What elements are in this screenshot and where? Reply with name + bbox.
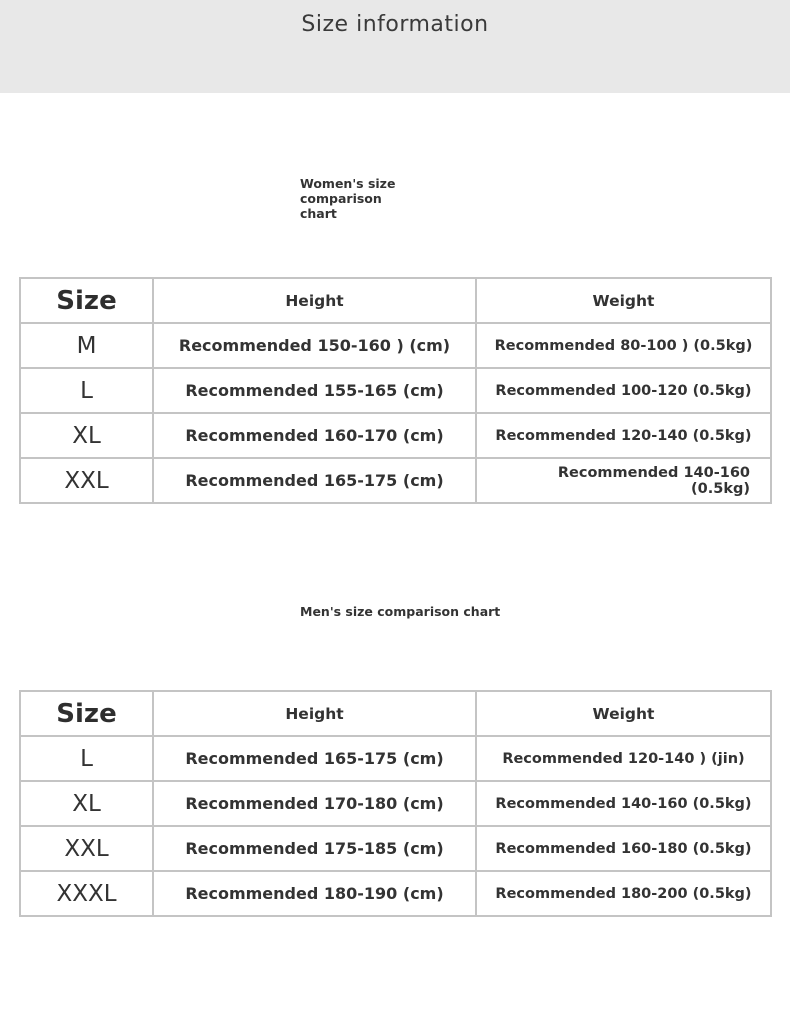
height-cell: Recommended 150-160 ) (cm) [153, 323, 476, 368]
table-row [20, 368, 771, 413]
table-row [20, 413, 771, 458]
table-row [20, 323, 771, 368]
column-header-weight: Weight [476, 691, 771, 736]
women-chart-caption [300, 176, 480, 221]
size-cell: XXXL [20, 871, 153, 916]
table-header-row [20, 278, 771, 323]
height-cell: Recommended 165-175 (cm) [153, 458, 476, 503]
height-cell: Recommended 180-190 (cm) [153, 871, 476, 916]
table-row [20, 871, 771, 916]
weight-cell: Recommended 140-160 (0.5kg) [476, 781, 771, 826]
column-header-height: Height [153, 278, 476, 323]
size-cell: L [20, 368, 153, 413]
height-cell: Recommended 160-170 (cm) [153, 413, 476, 458]
weight-cell [476, 458, 771, 503]
header-band [0, 0, 790, 93]
column-header-height: Height [153, 691, 476, 736]
weight-cell: Recommended 180-200 (0.5kg) [476, 871, 771, 916]
men-size-table [19, 690, 772, 917]
table-header-row [20, 691, 771, 736]
table-row [20, 736, 771, 781]
women-caption-line1: Women's size comparison [300, 176, 396, 206]
column-header-size: Size [20, 278, 153, 323]
height-cell: Recommended 175-185 (cm) [153, 826, 476, 871]
size-cell: XXL [20, 826, 153, 871]
height-cell: Recommended 165-175 (cm) [153, 736, 476, 781]
weight-cell: Recommended 160-180 (0.5kg) [476, 826, 771, 871]
size-cell: XL [20, 413, 153, 458]
weight-cell: Recommended 120-140 (0.5kg) [476, 413, 771, 458]
size-cell: M [20, 323, 153, 368]
table-row [20, 458, 771, 503]
height-cell: Recommended 170-180 (cm) [153, 781, 476, 826]
size-cell: XXL [20, 458, 153, 503]
size-cell: L [20, 736, 153, 781]
weight-cell-line1: Recommended 140-160 [557, 464, 750, 481]
weight-cell: Recommended 100-120 (0.5kg) [476, 368, 771, 413]
weight-cell: Recommended 80-100 ) (0.5kg) [476, 323, 771, 368]
women-size-table [19, 277, 772, 504]
page-title: Size information [301, 12, 489, 37]
weight-cell-line2: (0.5kg) [691, 480, 750, 497]
women-caption-line2: chart [300, 206, 337, 221]
column-header-weight: Weight [476, 278, 771, 323]
height-cell: Recommended 155-165 (cm) [153, 368, 476, 413]
column-header-size: Size [20, 691, 153, 736]
size-cell: XL [20, 781, 153, 826]
table-row [20, 781, 771, 826]
weight-cell: Recommended 120-140 ) (jin) [476, 736, 771, 781]
table-row [20, 826, 771, 871]
men-chart-caption: Men's size comparison chart [300, 604, 501, 619]
